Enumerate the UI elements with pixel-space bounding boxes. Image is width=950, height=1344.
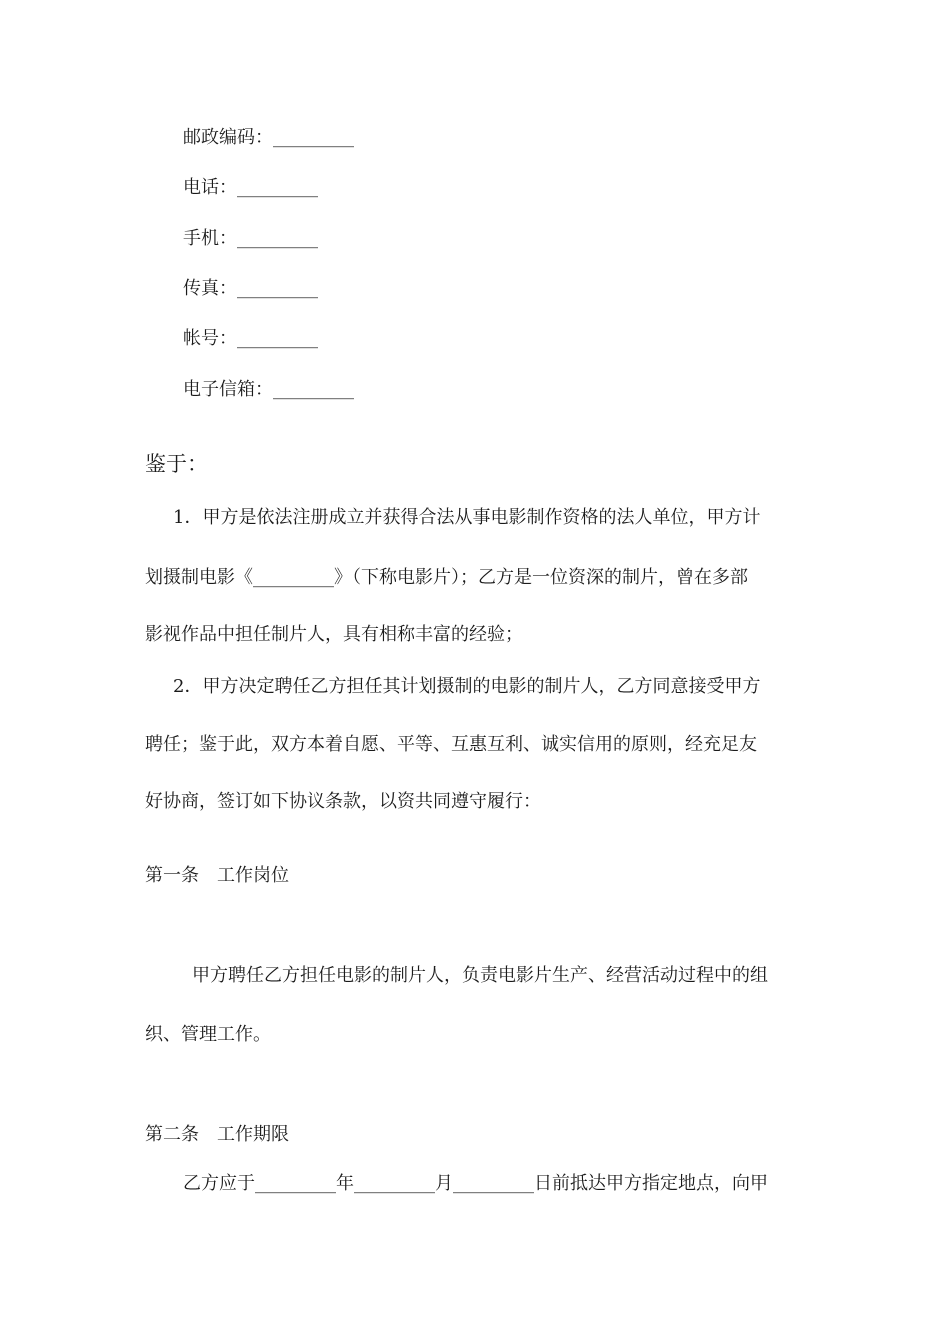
phone-field: 电话：_________ xyxy=(183,177,318,198)
whereas-item2-line2: 聘任；鉴于此，双方本着自愿、平等、互惠互利、诚实信用的原则，经充足友 xyxy=(145,734,757,755)
article1-heading: 第一条 工作岗位 xyxy=(145,865,289,886)
whereas-item2-line1: 2．甲方决定聘任乙方担任其计划摄制的电影的制片人，乙方同意接受甲方 xyxy=(173,676,761,697)
article1-line2: 织、管理工作。 xyxy=(145,1024,271,1045)
whereas-item2-line3: 好协商，签订如下协议条款，以资共同遵守履行： xyxy=(145,791,541,812)
whereas-item1-line3: 影视作品中担任制片人，具有相称丰富的经验； xyxy=(145,624,523,645)
email-field: 电子信箱：_________ xyxy=(183,379,354,400)
article2-line1: 乙方应于_________年_________月_________日前抵达甲方指定地点，向甲 xyxy=(183,1173,768,1194)
fax-field: 传真：_________ xyxy=(183,278,318,299)
whereas-heading: 鉴于： xyxy=(145,452,208,476)
whereas-item1-line2: 划摄制电影《_________》（下称电影片）；乙方是一位资深的制片，曾在多部 xyxy=(145,567,748,588)
article1-line1: 甲方聘任乙方担任电影的制片人，负责电影片生产、经营活动过程中的组 xyxy=(192,965,768,986)
mobile-field: 手机：_________ xyxy=(183,228,318,249)
postal-code-field: 邮政编码：_________ xyxy=(183,127,354,148)
account-field: 帐号：_________ xyxy=(183,328,318,349)
article2-heading: 第二条 工作期限 xyxy=(145,1124,289,1145)
whereas-item1-line1: 1．甲方是依法注册成立并获得合法从事电影制作资格的法人单位，甲方计 xyxy=(173,507,761,528)
